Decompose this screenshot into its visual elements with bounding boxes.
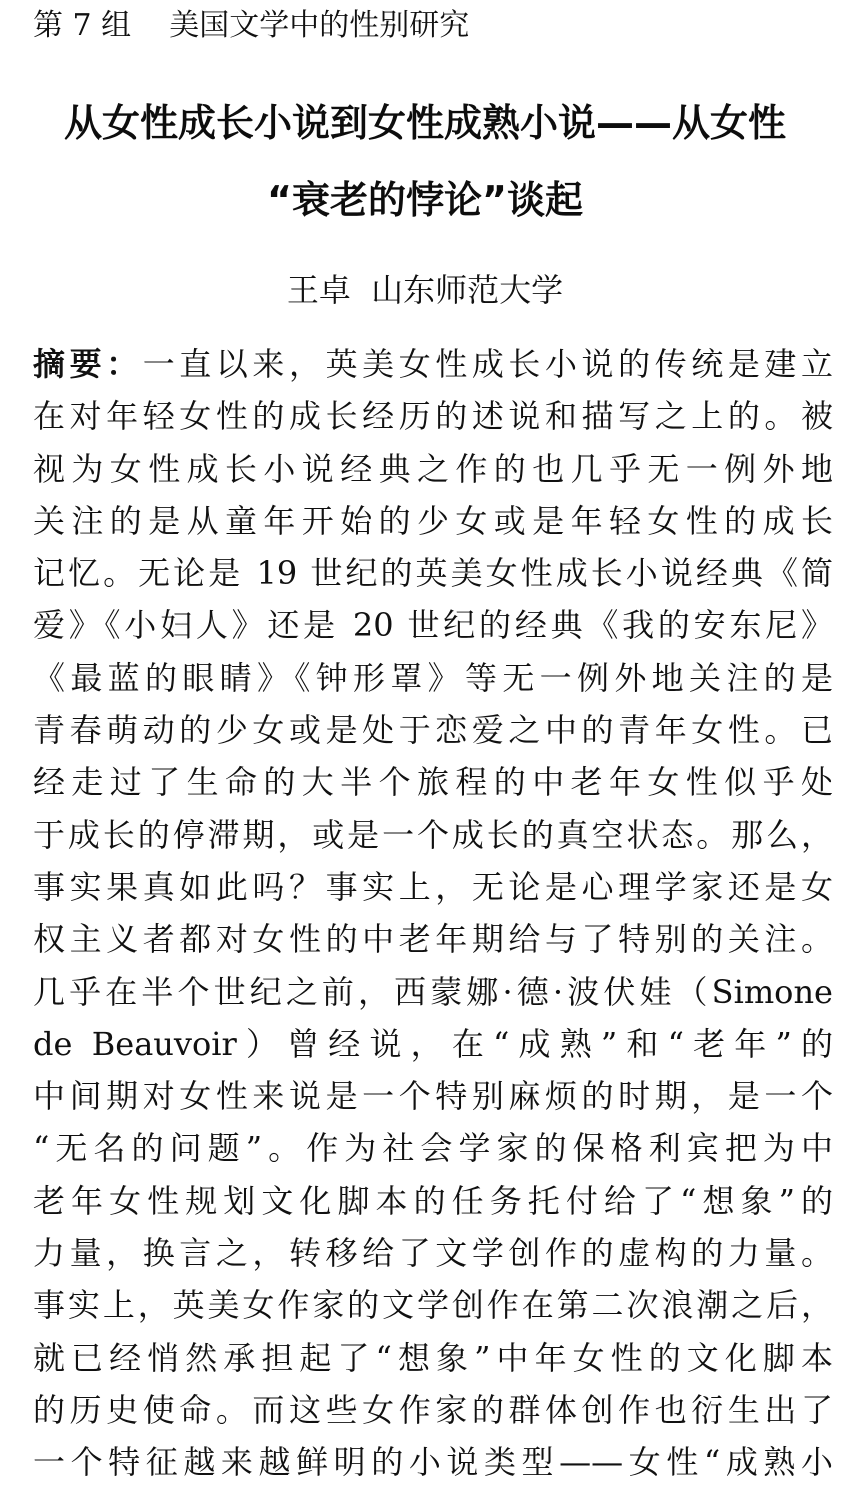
abstract-line: de Beauvoir）曾经说，在“成熟”和“老年”的 <box>33 1024 833 1063</box>
abstract-line: 中间期对女性来说是一个特别麻烦的时期，是一个 <box>33 1077 833 1116</box>
abstract-line: 爱》《小妇人》还是 20 世纪的经典《我的安东尼》 <box>33 606 833 645</box>
abstract-line: 的历史使命。而这些女作家的群体创作也衍生出了 <box>33 1390 833 1429</box>
paper-title-line-1: 从女性成长小说到女性成熟小说——从女性 <box>63 101 786 145</box>
abstract-line: 于成长的停滞期，或是一个成长的真空状态。那么， <box>33 815 833 854</box>
abstract-line: “无名的问题”。作为社会学家的保格利宾把为中 <box>33 1129 833 1168</box>
abstract-label: 摘要： <box>33 345 143 383</box>
abstract-line: 几乎在半个世纪之前，西蒙娜·德·波伏娃（Simone <box>33 972 833 1011</box>
abstract-line: 老年女性规划文化脚本的任务托付给了“想象”的 <box>33 1181 833 1220</box>
abstract-line: 在对年轻女性的成长经历的述说和描写之上的。被 <box>33 397 833 436</box>
abstract-line <box>33 338 833 390</box>
author-affiliation: 王卓 山东师范大学 <box>286 271 564 309</box>
abstract-line: 经走过了生命的大半个旅程的中老年女性似乎处 <box>33 763 833 802</box>
abstract-line: 关注的是从童年开始的少女或是年轻女性的成长 <box>33 501 833 540</box>
abstract-line: 一个特征越来越鲜明的小说类型——女性“成熟小 <box>33 1443 833 1482</box>
abstract-line: 就已经悄然承担起了“想象”中年女性的文化脚本 <box>33 1338 833 1377</box>
abstract-line: 事实果真如此吗？事实上，无论是心理学家还是女 <box>33 867 833 906</box>
abstract <box>33 338 833 1489</box>
abstract-line: 事实上，英美女作家的文学创作在第二次浪潮之后， <box>33 1286 833 1325</box>
abstract-text: 一直以来，英美女性成长小说的传统是建立 <box>142 345 833 383</box>
abstract-line: 青春萌动的少女或是处于恋爱之中的青年女性。已 <box>33 711 833 750</box>
paper-title-line-2: “衰老的悖论”谈起 <box>267 178 583 222</box>
section-header: 第 7 组 美国文学中的性别研究 <box>33 8 470 43</box>
abstract-line: 记忆。无论是 19 世纪的英美女性成长小说经典《简 <box>33 554 833 593</box>
abstract-line: 力量，换言之，转移给了文学创作的虚构的力量。 <box>33 1234 833 1273</box>
abstract-line: 《最蓝的眼睛》《钟形罩》等无一例外地关注的是 <box>33 658 833 697</box>
abstract-line: 视为女性成长小说经典之作的也几乎无一例外地 <box>33 449 833 488</box>
abstract-line: 权主义者都对女性的中老年期给与了特别的关注。 <box>33 920 833 959</box>
